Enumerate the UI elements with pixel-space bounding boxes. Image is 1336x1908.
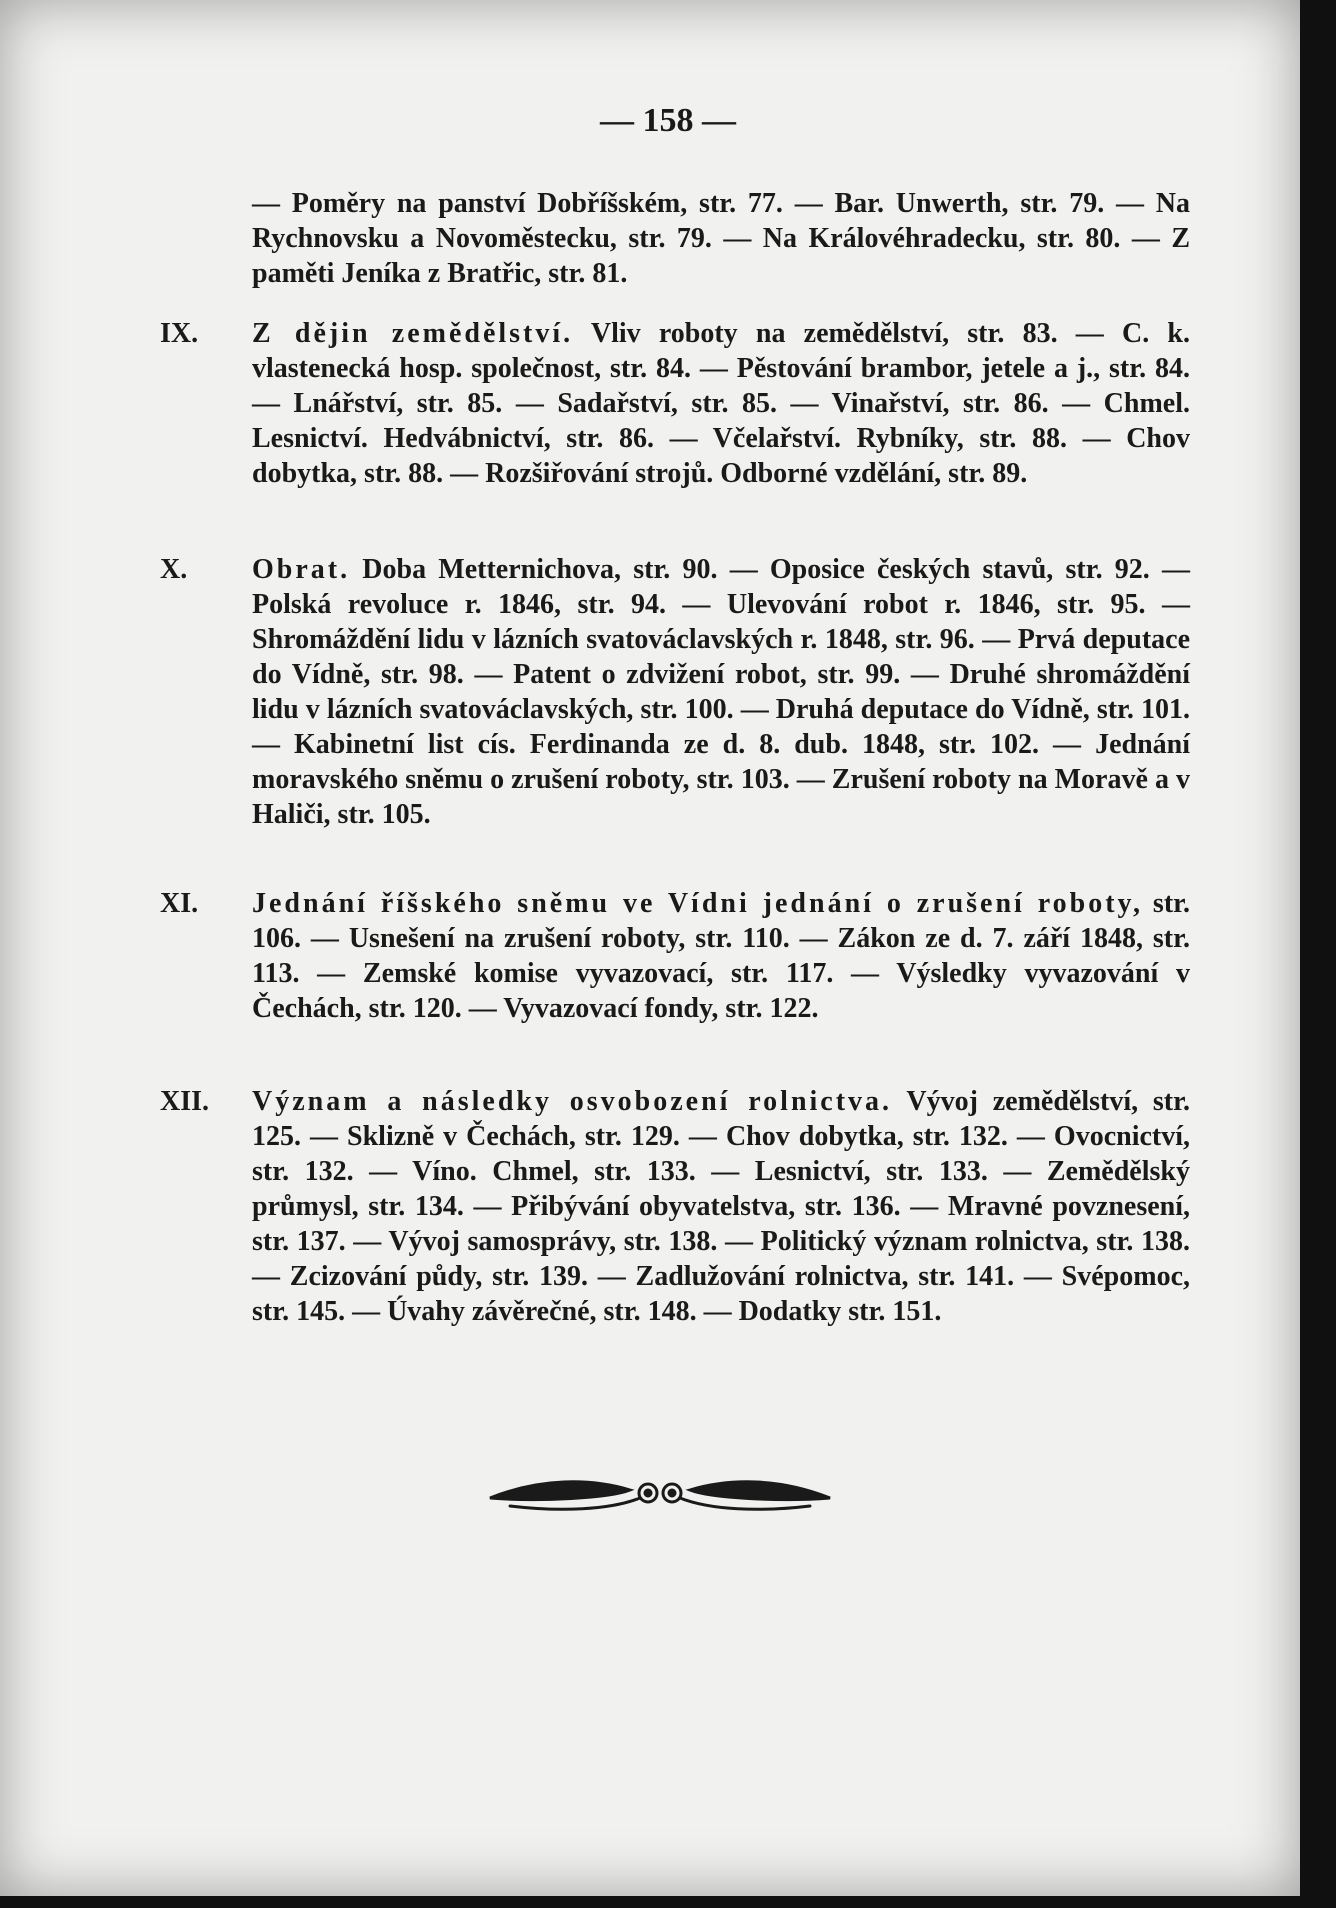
scroll-ornament-icon — [480, 1468, 840, 1518]
section-body — [252, 886, 1190, 1026]
section-heading: Z dějin zemědělství. — [252, 318, 574, 349]
section-x — [160, 552, 1190, 832]
intro-paragraph: — Poměry na panství Dobříšském, str. 77. — Bar. Unwerth, str. 79. — Na Rychnovsku a Novoměstecku, str. 79. — Na Královéhradecku, str. 80. — Z paměti Jeníka z Bratřic, str. 81. — [252, 188, 1190, 289]
section-xi — [160, 886, 1190, 1026]
page-number: — 158 — — [600, 102, 736, 139]
section-xii — [160, 1084, 1190, 1329]
scan-border-right — [1300, 0, 1336, 1908]
section-numeral: X. — [160, 554, 188, 585]
section-body — [252, 1084, 1190, 1329]
section-text: Vývoj zemědělství, str. 125. — Sklizně v Čechách, str. 129. — Chov dobytka, str. 132. — Ovocnictví, str. 132. — Víno. Chmel, str. 133. — Lesnictví, str. 133. — Zemědělský průmysl, str. 134. — Přibývání obyvatelstva, str. 136. — Mravné povznesení, str. 137. — Vývoj samosprávy, str. 138. — Politický význam rolnictva, str. 138. — Zcizování půdy, str. 139. — Zadlužování rolnictva, str. 141. — Svépomoc, str. 145. — Úvahy závěrečné, str. 148. — Dodatky str. 151. — [252, 1086, 1190, 1327]
section-numeral: IX. — [160, 318, 199, 349]
section-text: Doba Metternichova, str. 90. — Oposice českých stavů, str. 92. — Polská revoluce r. 1846, str. 94. — Ulevování robot r. 1846, str. 95. — Shromáždění lidu v lázních svatováclavských r. 1848, str. 96. — Prvá deputace do Vídně, str. 98. — Patent o zdvižení robot, str. 99. — Druhé shromáždění lidu v lázních svatováclavských, str. 100. — Druhá deputace do Vídně, str. 101. — Kabinetní list cís. Ferdinanda ze d. 8. dub. 1848, str. 102. — Jednání moravského sněmu o zrušení roboty, str. 103. — Zrušení roboty na Moravě a v Haliči, str. 105. — [252, 554, 1190, 830]
section-numeral: XII. — [160, 1086, 210, 1117]
section-heading: Obrat. — [252, 554, 351, 585]
section-text: Vliv roboty na zemědělství, str. 83. — C. k. vlastenecká hosp. společnost, str. 84. — Pěstování brambor, jetele a j., str. 84. — Lnářství, str. 85. — Sadařství, str. 85. — Vinařství, str. 86. — Chmel. Lesnictví. Hedvábnictví, str. 86. — Včelařství. Rybníky, str. 88. — Chov dobytka, str. 88. — Rozšiřování strojů. Odborné vzdělání, str. 89. — [252, 318, 1190, 489]
section-heading: Jednání říšského sněmu ve Vídni jednání o zrušení roboty, — [252, 888, 1144, 919]
section-numeral: XI. — [160, 888, 199, 919]
section-heading: Význam a následky osvobození rolnictva. — [252, 1086, 893, 1117]
scan-border-bottom — [0, 1896, 1336, 1908]
section-text: str. 106. — Usnešení na zrušení roboty, str. 110. — Zákon ze d. 7. září 1848, str. 113. — Zemské komise vyvazovací, str. 117. — Výsledky vyvazování v Čechách, str. 120. — Vyvazovací fondy, str. 122. — [252, 888, 1190, 1024]
section-body — [252, 316, 1190, 491]
section-body — [252, 552, 1190, 832]
section-ix — [160, 316, 1190, 491]
